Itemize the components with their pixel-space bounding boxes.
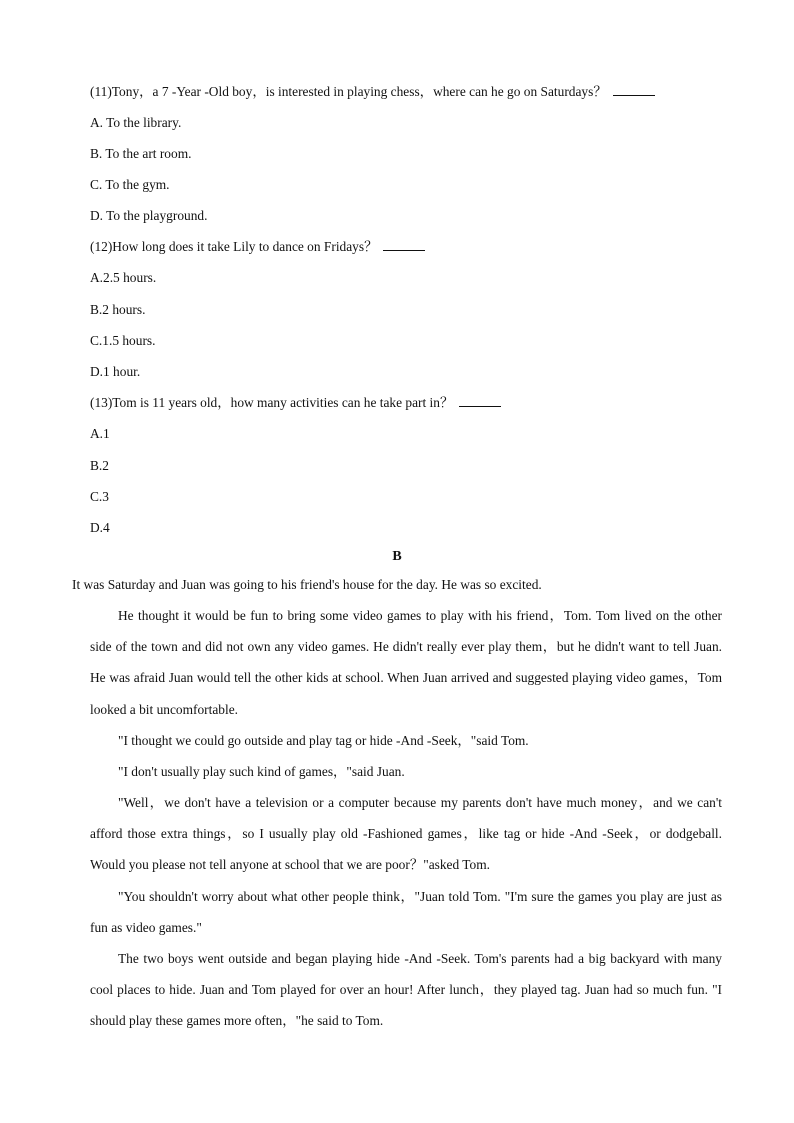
- question-11-stem: (11)Tony，a 7 -Year -Old boy，is interested in playing chess，where can he go on Saturdays？: [90, 84, 607, 99]
- passage-paragraph-3: "I don't usually play such kind of games，"said Juan.: [118, 764, 405, 779]
- q12-option-d: D.1 hour.: [90, 364, 141, 379]
- passage-first-line: It was Saturday and Juan was going to his friend's house for the day. He was so excited.: [72, 577, 542, 592]
- passage-paragraph-4: "Well，we don't have a television or a computer because my parents don't have much money，and we can't afford those extra things，so I usually play old -Fashioned games，like tag or hide -And -Seek，or dodgeball. Would you please not tell anyone at school that we are poor？"asked Tom.: [90, 795, 722, 873]
- question-13: [90, 395, 501, 411]
- q11-option-d: D. To the playground.: [90, 208, 208, 223]
- q11-option-b: B. To the art room.: [90, 146, 192, 161]
- q12-option-a: A.2.5 hours.: [90, 270, 157, 285]
- question-11: [90, 84, 655, 100]
- q13-option-a: A.1: [90, 426, 110, 441]
- answer-blank-13[interactable]: [459, 395, 501, 407]
- question-12: [90, 239, 425, 255]
- question-12-stem: (12)How long does it take Lily to dance on Fridays？: [90, 239, 378, 254]
- q11-option-a: A. To the library.: [90, 115, 182, 130]
- q13-option-d: D.4: [90, 520, 110, 535]
- q12-option-b: B.2 hours.: [90, 302, 146, 317]
- q11-option-c: C. To the gym.: [90, 177, 170, 192]
- q13-option-b: B.2: [90, 458, 109, 473]
- section-title: B: [392, 549, 402, 564]
- answer-blank-11[interactable]: [613, 84, 655, 96]
- passage-paragraph-1: He thought it would be fun to bring some video games to play with his friend，Tom. Tom lived on the other side of the town and did not own any video games. He didn't really ever play them，but he didn't want to tell Juan. He was afraid Juan would tell the other kids at school. When Juan arrived and suggested playing video games，Tom looked a bit uncomfortable.: [90, 608, 722, 717]
- answer-blank-12[interactable]: [383, 239, 425, 251]
- question-13-stem: (13)Tom is 11 years old，how many activities can he take part in？: [90, 395, 454, 410]
- passage-paragraph-2: "I thought we could go outside and play tag or hide -And -Seek，"said Tom.: [118, 733, 529, 748]
- q13-option-c: C.3: [90, 489, 109, 504]
- passage-paragraph-6: The two boys went outside and began playing hide -And -Seek. Tom's parents had a big backyard with many cool places to hide. Juan and Tom played for over an hour! After lunch，they played tag. Juan had so much fun. "I should play these games more often，"he said to Tom.: [90, 951, 722, 1029]
- q12-option-c: C.1.5 hours.: [90, 333, 156, 348]
- passage-paragraph-5: "You shouldn't worry about what other people think，"Juan told Tom. "I'm sure the games you play are just as fun as video games.": [90, 889, 722, 936]
